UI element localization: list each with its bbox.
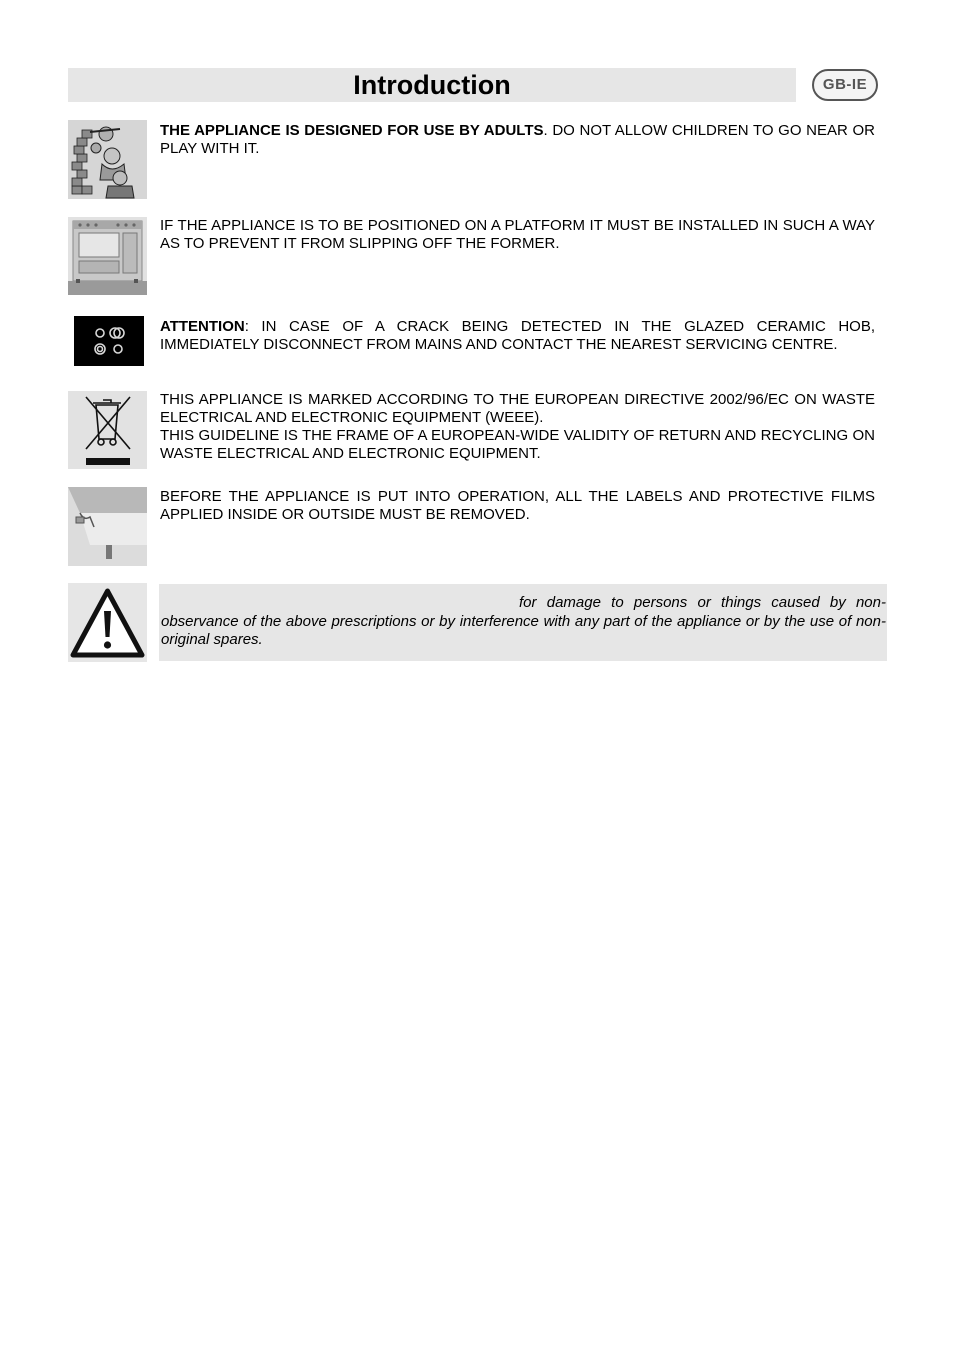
ceramic-hob-icon bbox=[74, 316, 144, 366]
protective-film-icon bbox=[68, 487, 147, 566]
title-bar bbox=[68, 68, 796, 102]
section-children-text bbox=[160, 122, 875, 158]
page-title: Introduction bbox=[353, 70, 511, 100]
cooker-on-platform-icon bbox=[68, 217, 147, 295]
warning-triangle-icon bbox=[68, 583, 147, 662]
section-platform-text bbox=[160, 217, 875, 253]
warning-text bbox=[161, 594, 886, 650]
section-film-text bbox=[160, 488, 875, 524]
section-weee-body-2: THIS GUIDELINE IS THE FRAME OF A EUROPEAN-WIDE VALIDITY OF RETURN AND RECYCLING ON WASTE ELECTRICAL AND ELECTRONIC EQUIPMENT. bbox=[160, 427, 875, 462]
section-children-lead: THE APPLIANCE IS DESIGNED FOR USE BY ADULTS bbox=[160, 122, 544, 139]
warning-box bbox=[159, 584, 887, 661]
section-weee-text bbox=[160, 391, 875, 463]
warning-body: for damage to persons or things caused by non-observance of the above prescriptions or by interference with any part of the appliance or by the use of non-original spares. bbox=[161, 594, 886, 648]
children-playing-icon bbox=[68, 120, 147, 199]
section-hob-lead: ATTENTION bbox=[160, 318, 245, 335]
section-children-body: . DO NOT ALLOW CHILDREN TO GO NEAR OR PLAY WITH IT. bbox=[160, 122, 876, 157]
section-film-body: BEFORE THE APPLIANCE IS PUT INTO OPERATION, ALL THE LABELS AND PROTECTIVE FILMS APPLIED INSIDE OR OUTSIDE MUST BE REMOVED. bbox=[160, 488, 875, 523]
section-hob-body: : IN CASE OF A CRACK BEING DETECTED IN THE GLAZED CERAMIC HOB, IMMEDIATELY DISCONNECT FROM MAINS AND CONTACT THE NEAREST SERVICING CENTRE. bbox=[160, 318, 875, 353]
language-badge: GB-IE bbox=[812, 69, 878, 101]
section-weee-body: THIS APPLIANCE IS MARKED ACCORDING TO THE EUROPEAN DIRECTIVE 2002/96/EC ON WASTE ELECTRICAL AND ELECTRONIC EQUIPMENT (WEEE). bbox=[160, 391, 875, 426]
section-hob-text bbox=[160, 318, 875, 354]
section-platform-body: IF THE APPLIANCE IS TO BE POSITIONED ON A PLATFORM IT MUST BE INSTALLED IN SUCH A WAY AS TO PREVENT IT FROM SLIPPING OFF THE FORMER. bbox=[160, 217, 875, 252]
crossed-bin-weee-icon bbox=[68, 391, 147, 469]
